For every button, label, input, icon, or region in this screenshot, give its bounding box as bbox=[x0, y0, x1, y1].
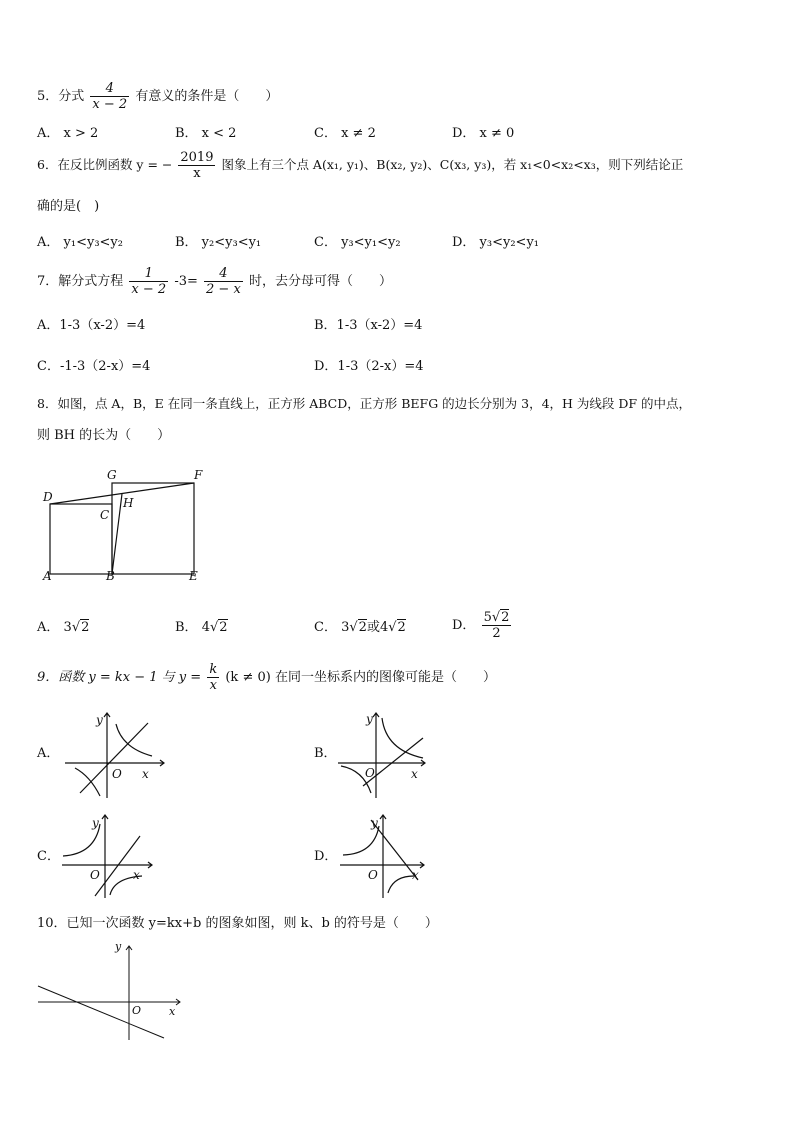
q6-stem-line2: 确的是( ) bbox=[37, 199, 100, 214]
q6-frac-den: x bbox=[193, 166, 201, 181]
hyperbola-branch-2 bbox=[75, 768, 100, 796]
q5-prefix: 5．分式 bbox=[37, 89, 85, 104]
q8-option-b-letter: B． bbox=[175, 620, 198, 635]
q5-suffix: 有意义的条件是（ ） bbox=[135, 89, 279, 104]
q8-option-c-rad1: 2 bbox=[358, 620, 367, 635]
q8-option-d-num-coef: 5 bbox=[483, 610, 492, 625]
origin-label: O bbox=[132, 1004, 142, 1017]
axis-label-y: y bbox=[366, 712, 373, 726]
label-f: F bbox=[194, 468, 203, 482]
q7-frac2-num: 4 bbox=[204, 266, 243, 282]
q7-stem bbox=[37, 266, 392, 297]
q8-option-d-den: 2 bbox=[492, 626, 501, 641]
axis-label-y: y bbox=[115, 940, 122, 953]
q7-fraction-1 bbox=[129, 266, 168, 297]
q8-stem-line2: 则 BH 的长为（ ） bbox=[37, 428, 171, 443]
q8-option-d-num: 5√2 bbox=[483, 610, 510, 625]
q7-option-a[interactable]: A．1-3（x-2）=4 bbox=[37, 318, 146, 333]
q8-option-a[interactable]: A． 3√2 bbox=[37, 620, 90, 635]
q6-option-d[interactable]: D． y₃<y₂<y₁ bbox=[452, 235, 540, 250]
q9-graph-c[interactable] bbox=[60, 810, 172, 902]
linear-line bbox=[80, 723, 148, 793]
q8-option-d-letter: D． bbox=[452, 618, 476, 633]
q8-option-b-rad: 2 bbox=[219, 620, 228, 635]
label-c: C bbox=[100, 508, 110, 522]
label-a: A bbox=[43, 569, 52, 583]
axis-label-x: x bbox=[412, 868, 419, 882]
q7-middle: -3= bbox=[174, 274, 198, 289]
linear-line bbox=[38, 986, 164, 1038]
segment-df bbox=[50, 483, 194, 504]
q5-option-c[interactable]: C． x ≠ 2 bbox=[314, 126, 376, 141]
q7-suffix: 时，去分母可得（ ） bbox=[248, 274, 392, 289]
origin-label: O bbox=[368, 868, 378, 882]
axis-label-y: y bbox=[371, 816, 378, 830]
q5-frac-den: x − 2 bbox=[92, 97, 128, 112]
q6-frac-num: 2019 bbox=[180, 150, 214, 165]
origin-label: O bbox=[90, 868, 100, 882]
q7-frac1-num: 1 bbox=[129, 266, 168, 282]
q7-frac2-den: 2 − x bbox=[206, 282, 241, 297]
q6-fraction bbox=[178, 150, 215, 181]
q7-option-d[interactable]: D．1-3（2-x）=4 bbox=[314, 359, 424, 374]
q7-option-c[interactable]: C．-1-3（2-x）=4 bbox=[37, 359, 151, 374]
q10-graph bbox=[34, 938, 194, 1048]
q8-figure bbox=[30, 462, 220, 587]
q9-option-c-letter[interactable]: C． bbox=[37, 849, 60, 864]
q5-stem bbox=[37, 81, 278, 112]
q7-frac1-den: x − 2 bbox=[131, 282, 167, 297]
hyperbola-branch-2 bbox=[388, 876, 414, 893]
axis-label-y: y bbox=[92, 816, 99, 830]
q9-option-a-letter[interactable]: A． bbox=[37, 746, 60, 761]
q8-option-a-coef: 3 bbox=[63, 620, 72, 635]
q8-option-a-rad: 2 bbox=[81, 620, 90, 635]
q9-stem bbox=[37, 662, 496, 693]
label-e: E bbox=[189, 569, 198, 583]
axis-label-x: x bbox=[169, 1005, 176, 1018]
q8-option-a-letter: A． bbox=[37, 620, 60, 635]
axis-label-x: x bbox=[411, 767, 418, 781]
q7-prefix: 7．解分式方程 bbox=[37, 274, 124, 289]
q9-frac-den: x bbox=[209, 678, 217, 693]
q9-graph-d[interactable] bbox=[338, 810, 450, 902]
q5-option-d[interactable]: D． x ≠ 0 bbox=[452, 126, 515, 141]
label-b: B bbox=[106, 569, 115, 583]
q9-prefix: 9．函数 y = kx − 1 与 y = bbox=[37, 670, 202, 685]
q9-graph-a[interactable] bbox=[60, 708, 172, 803]
hyperbola-branch-1 bbox=[343, 826, 379, 855]
q6-stem-line1 bbox=[37, 150, 683, 181]
q9-fraction bbox=[207, 662, 219, 693]
q5-option-a[interactable]: A． x > 2 bbox=[37, 126, 99, 141]
q8-option-d[interactable] bbox=[452, 610, 513, 641]
axis-label-y: y bbox=[96, 713, 103, 727]
q8-option-c[interactable]: C． 3√2或4√2 bbox=[314, 620, 406, 635]
label-g: G bbox=[107, 468, 117, 482]
axis-label-x: x bbox=[133, 868, 140, 882]
q9-option-d-letter[interactable]: D． bbox=[314, 849, 338, 864]
axis-label-x: x bbox=[142, 767, 149, 781]
origin-label: O bbox=[112, 767, 122, 781]
segment-bh bbox=[112, 494, 122, 574]
q8-option-c-coef2: 4 bbox=[379, 620, 389, 635]
q7-fraction-2 bbox=[204, 266, 243, 297]
q6-prefix: 6．在反比例函数 y = − bbox=[37, 157, 173, 172]
q9-suffix: (k ≠ 0) 在同一坐标系内的图像可能是（ ） bbox=[225, 670, 496, 685]
q8-option-c-coef1: 3 bbox=[341, 620, 350, 635]
q8-option-d-fraction bbox=[482, 610, 512, 641]
origin-label: O bbox=[365, 766, 375, 780]
label-h: H bbox=[123, 496, 134, 510]
q5-option-b[interactable]: B． x < 2 bbox=[175, 126, 237, 141]
q5-frac-num: 4 bbox=[90, 81, 129, 97]
label-d: D bbox=[43, 490, 53, 504]
q9-graph-b[interactable] bbox=[333, 708, 445, 803]
q5-fraction bbox=[90, 81, 129, 112]
q6-option-b[interactable]: B． y₂<y₃<y₁ bbox=[175, 235, 262, 250]
q7-option-b[interactable]: B．1-3（x-2）=4 bbox=[314, 318, 423, 333]
q8-option-c-or: 或 bbox=[366, 620, 380, 635]
q8-option-b[interactable]: B． 4√2 bbox=[175, 620, 228, 635]
q6-option-c[interactable]: C． y₃<y₁<y₂ bbox=[314, 235, 401, 250]
q8-option-c-rad2: 2 bbox=[397, 620, 406, 635]
q10-stem: 10．已知一次函数 y=kx+b 的图象如图，则 k、b 的符号是（ ） bbox=[37, 916, 438, 931]
q8-stem-line1: 8．如图，点 A，B，E 在同一条直线上，正方形 ABCD，正方形 BEFG 的边长分别为 3，4，H 为线段 DF 的中点， bbox=[37, 396, 692, 411]
linear-line bbox=[95, 836, 140, 896]
q9-option-b-letter[interactable]: B． bbox=[314, 746, 337, 761]
hyperbola-branch-1 bbox=[382, 718, 423, 758]
q6-line1-rest: 图象上有三个点 A(x₁, y₁)、B(x₂, y₂)、C(x₃, y₃)，若 x₁<0<x₂<x₃，则下列结论正 bbox=[221, 157, 684, 172]
q8-option-b-coef: 4 bbox=[201, 620, 210, 635]
q9-frac-num: k bbox=[209, 662, 218, 677]
q6-option-a[interactable]: A． y₁<y₃<y₂ bbox=[37, 235, 123, 250]
q8-option-c-letter: C． bbox=[314, 620, 337, 635]
q8-option-d-num-rad: 2 bbox=[501, 610, 510, 625]
